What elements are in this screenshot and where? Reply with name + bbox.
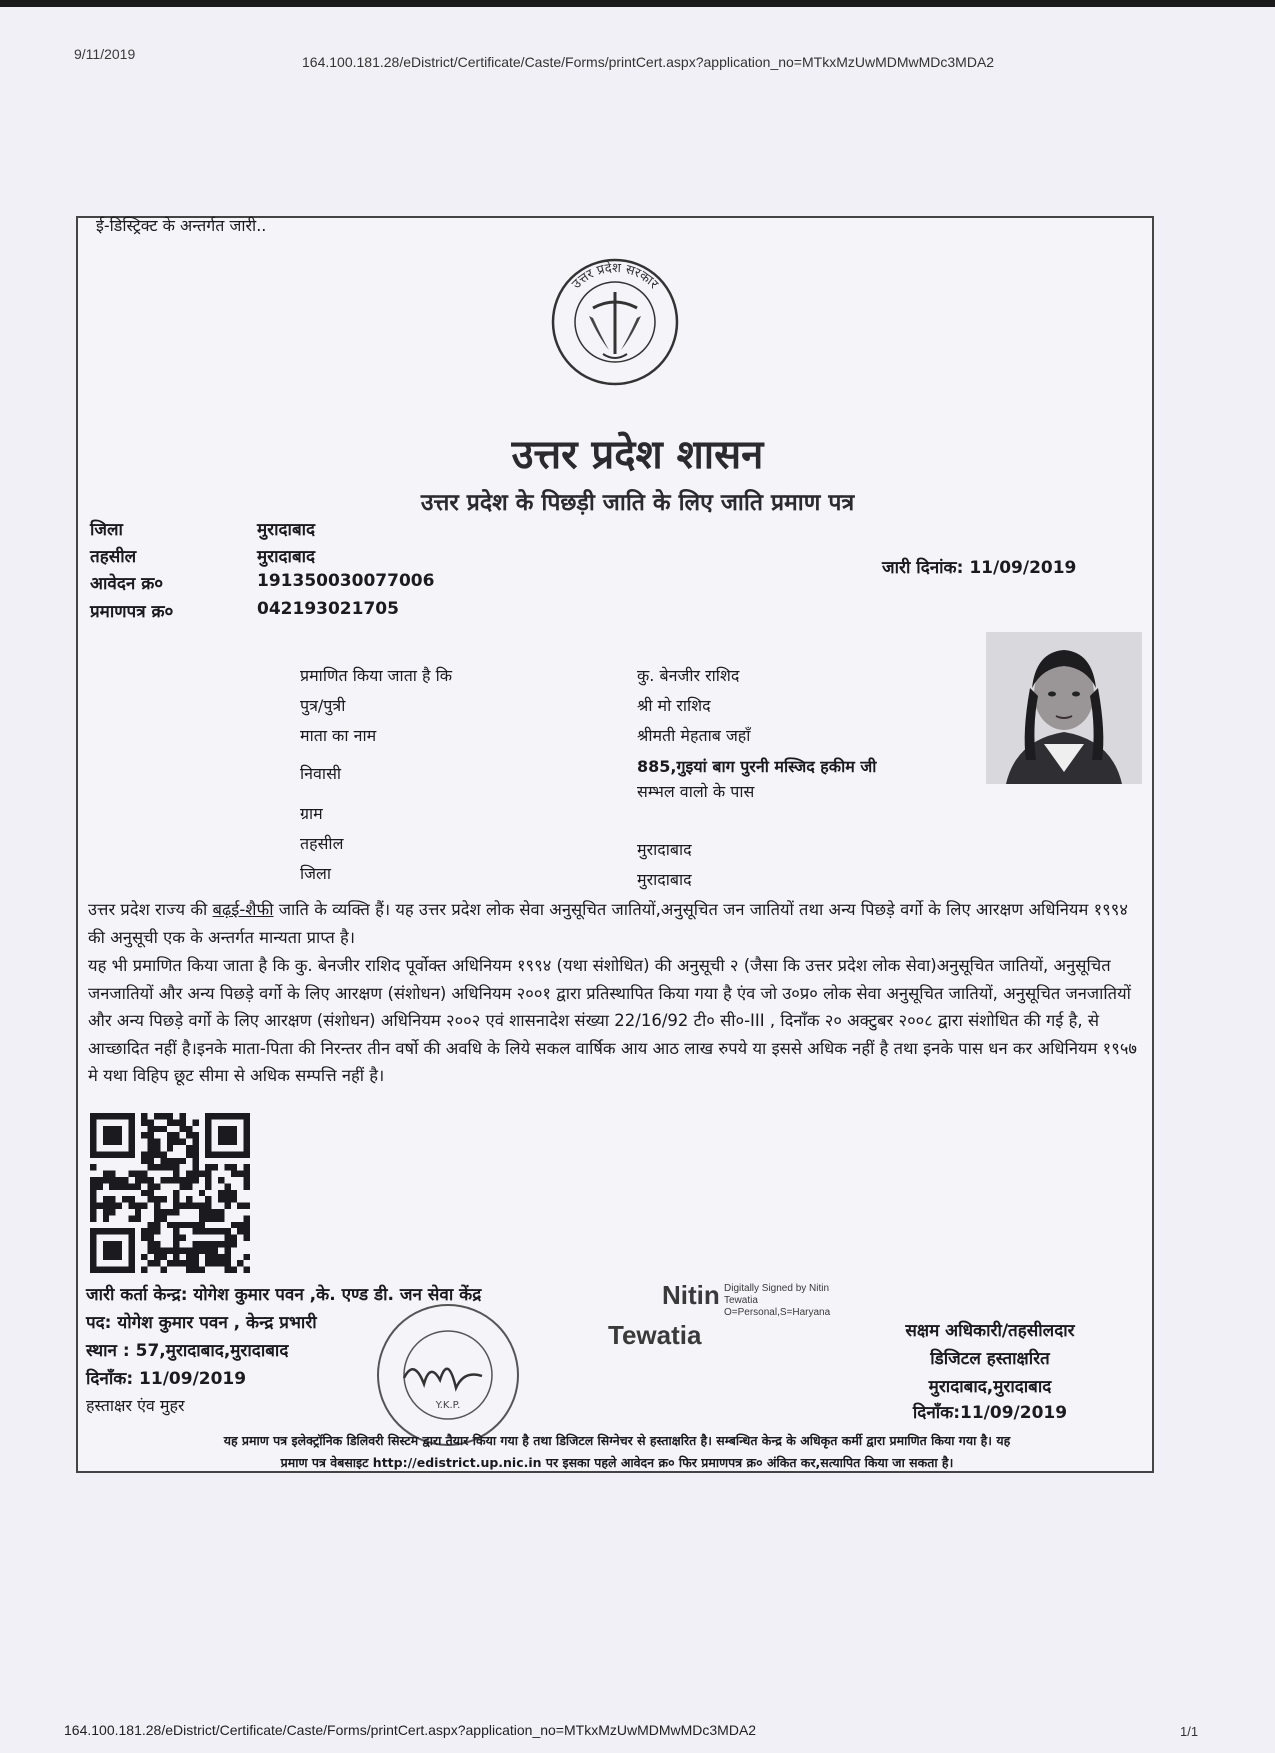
signature-meta-line: Tewatia [724, 1295, 758, 1306]
issued-under-label: ई-डिस्ट्रिक्ट के अन्तर्गत जारी.. [96, 216, 267, 235]
issue-date-label: जारी दिनांक: [882, 558, 964, 578]
district-row-value: मुरादाबाद [637, 870, 692, 889]
caste-paragraph [88, 896, 1148, 951]
issuer-date: दिनाँक: 11/09/2019 [86, 1369, 247, 1389]
application-no-value: 191350030077006 [257, 571, 435, 591]
applicant-name: कु. बेनजीर राशिद [637, 666, 740, 685]
tehsil-row-label: तहसील [300, 834, 344, 853]
issuer-place: स्थान : 57,मुरादाबाद,मुरादाबाद [86, 1341, 289, 1361]
mother-label: माता का नाम [300, 726, 377, 745]
print-url-footer: 164.100.181.28/eDistrict/Certificate/Caste/Forms/printCert.aspx?application_no=MTkxMzUwMDMwMDc3MDA2 [64, 1722, 757, 1738]
tehsil-label: तहसील [90, 547, 137, 567]
certificate-no-value: 042193021705 [257, 599, 399, 619]
issuing-center: जारी कर्ता केन्द्र: योगेश कुमार पवन ,के. एण्ड डी. जन सेवा केंद्र [86, 1285, 482, 1305]
disclaimer-line-2: प्रमाण पत्र वेबसाइट http://edistrict.up.nic.in पर इसका पहले आवेदन क्र० फिर प्रमाणपत्र क्र० अंकित कर,सत्यापित किया जा सकता है। [280, 1455, 954, 1470]
district-row-label: जिला [300, 864, 332, 883]
tehsil-value: मुरादाबाद [257, 547, 316, 567]
page-number: 1/1 [1180, 1724, 1199, 1739]
sign-and-seal-label: हस्ताक्षर एंव मुहर [86, 1396, 185, 1415]
district-label: जिला [90, 520, 123, 540]
svg-text:Y.K.P.: Y.K.P. [435, 1400, 461, 1411]
government-title: उत्तर प्रदेश शासन [511, 432, 764, 478]
parent-name: श्री मो राशिद [637, 696, 711, 715]
svg-text:उत्तर प्रदेश सरकार: उत्तर प्रदेश सरकार [569, 260, 661, 293]
caste-paragraph-prefix: उत्तर प्रदेश राज्य की [88, 900, 213, 919]
mother-name: श्रीमती मेहताब जहाँ [637, 726, 751, 745]
officer-date: दिनाँक:11/09/2019 [912, 1403, 1068, 1423]
applicant-photo [986, 632, 1142, 784]
jan-seva-kendra-seal [364, 1300, 532, 1450]
issuer-post: पद: योगेश कुमार पवन , केन्द्र प्रभारी [86, 1313, 317, 1333]
verification-disclaimer [92, 1430, 1142, 1474]
parent-label: पुत्र/पुत्री [300, 696, 346, 715]
signature-meta-line: O=Personal,S=Haryana [724, 1307, 831, 1318]
application-no-label: आवेदन क्र० [90, 574, 164, 594]
up-emblem-icon [543, 258, 687, 386]
village-label: ग्राम [300, 804, 323, 823]
officer-signed-label: डिजिटल हस्ताक्षरित [930, 1349, 1050, 1369]
qr-code [90, 1113, 250, 1273]
resident-address-line-2: सम्भल वालो के पास [637, 782, 755, 801]
issue-date-value: 11/09/2019 [969, 558, 1077, 578]
officer-title: सक्षम अधिकारी/तहसीलदार [905, 1321, 1075, 1341]
certificate-no-label: प्रमाणपत्र क्र० [90, 602, 174, 622]
district-value: मुरादाबाद [257, 520, 316, 540]
resident-address-line-1: 885,गुइयां बाग पुरनी मस्जिद हकीम जी [637, 757, 877, 776]
caste-name: बढ़ई-शैफी [212, 900, 274, 919]
creamy-layer-paragraph: यह भी प्रमाणित किया जाता है कि कु. बेनजीर राशिद पूर्वोक्त अधिनियम १९९४ (यथा संशोधित) की अनुसूची २ (जैसा कि उत्तर प्रदेश लोक सेवा)अनुसूचित जातियों, अनुसूचित जनजातियों और अन्य पिछड़े वर्गो के लिए आरक्षण (संशोधन) अधिनियम २००१ द्वारा प्रतिस्थापित किया गया है एंव जो उ०प्र० लोक सेवा अनुसूचित जातियों, अनुसूचित जनजातियों और अन्य पिछड़े वर्गो के लिए आरक्षण (संशोधन) अधिनियम २००२ एवं शासनादेश संख्या 22/16/92 टी० सी०-III , दिनाँक २० अक्टुबर २००८ द्वारा संशोधित की गई है, से आच्छादित नहीं है।इनके माता-पिता की निरन्तर तीन वर्षो की अवधि के लिये सकल वार्षिक आय आठ लाख रुपये या इससे अधिक नहीं है तथा इनके पास धन कर अधिनियम १९५७ मे यथा विहिप छूट सीमा से अधिक सम्पत्ति नहीं है। [88, 956, 1137, 1085]
certificate-title: उत्तर प्रदेश के पिछड़ी जाति के लिए जाति प्रमाण पत्र [420, 490, 855, 516]
caste-paragraph-rest: जाति के व्यक्ति हैं। यह उत्तर प्रदेश लोक सेवा अनुसूचित जातियों,अनुसूचित जन जातियों तथा अन्य पिछड़े वर्गो के लिए आरक्षण अधिनियम १९९४ की अनुसूची एक के अन्तर्गत मान्यता प्राप्त है। [88, 900, 1128, 947]
issue-date [882, 555, 1076, 578]
print-date: 9/11/2019 [74, 46, 136, 62]
signature-meta-line: Digitally Signed by Nitin [724, 1283, 830, 1294]
digital-signature-details [724, 1283, 884, 1319]
digital-signer-last-name: Tewatia [608, 1320, 702, 1350]
tehsil-row-value: मुरादाबाद [637, 840, 692, 859]
top-edge [0, 0, 1275, 7]
digital-signer-first-name: Nitin [662, 1280, 720, 1310]
disclaimer-line-1: यह प्रमाण पत्र इलेक्ट्रॉनिक डिलिवरी सिस्टम द्वारा तैयार किया गया है तथा डिजिटल सिग्नेचर से हस्ताक्षरित है। सम्बन्धित केन्द्र के अधिकृत कर्मी द्वारा प्रमाणित किया गया है। यह [223, 1433, 1011, 1448]
resident-label: निवासी [300, 764, 342, 783]
print-url-header: 164.100.181.28/eDistrict/Certificate/Caste/Forms/printCert.aspx?application_no=MTkxMzUwMDMwMDc3MDA2 [302, 54, 995, 70]
officer-place: मुरादाबाद,मुरादाबाद [928, 1377, 1052, 1397]
certified-label: प्रमाणित किया जाता है कि [300, 666, 453, 685]
